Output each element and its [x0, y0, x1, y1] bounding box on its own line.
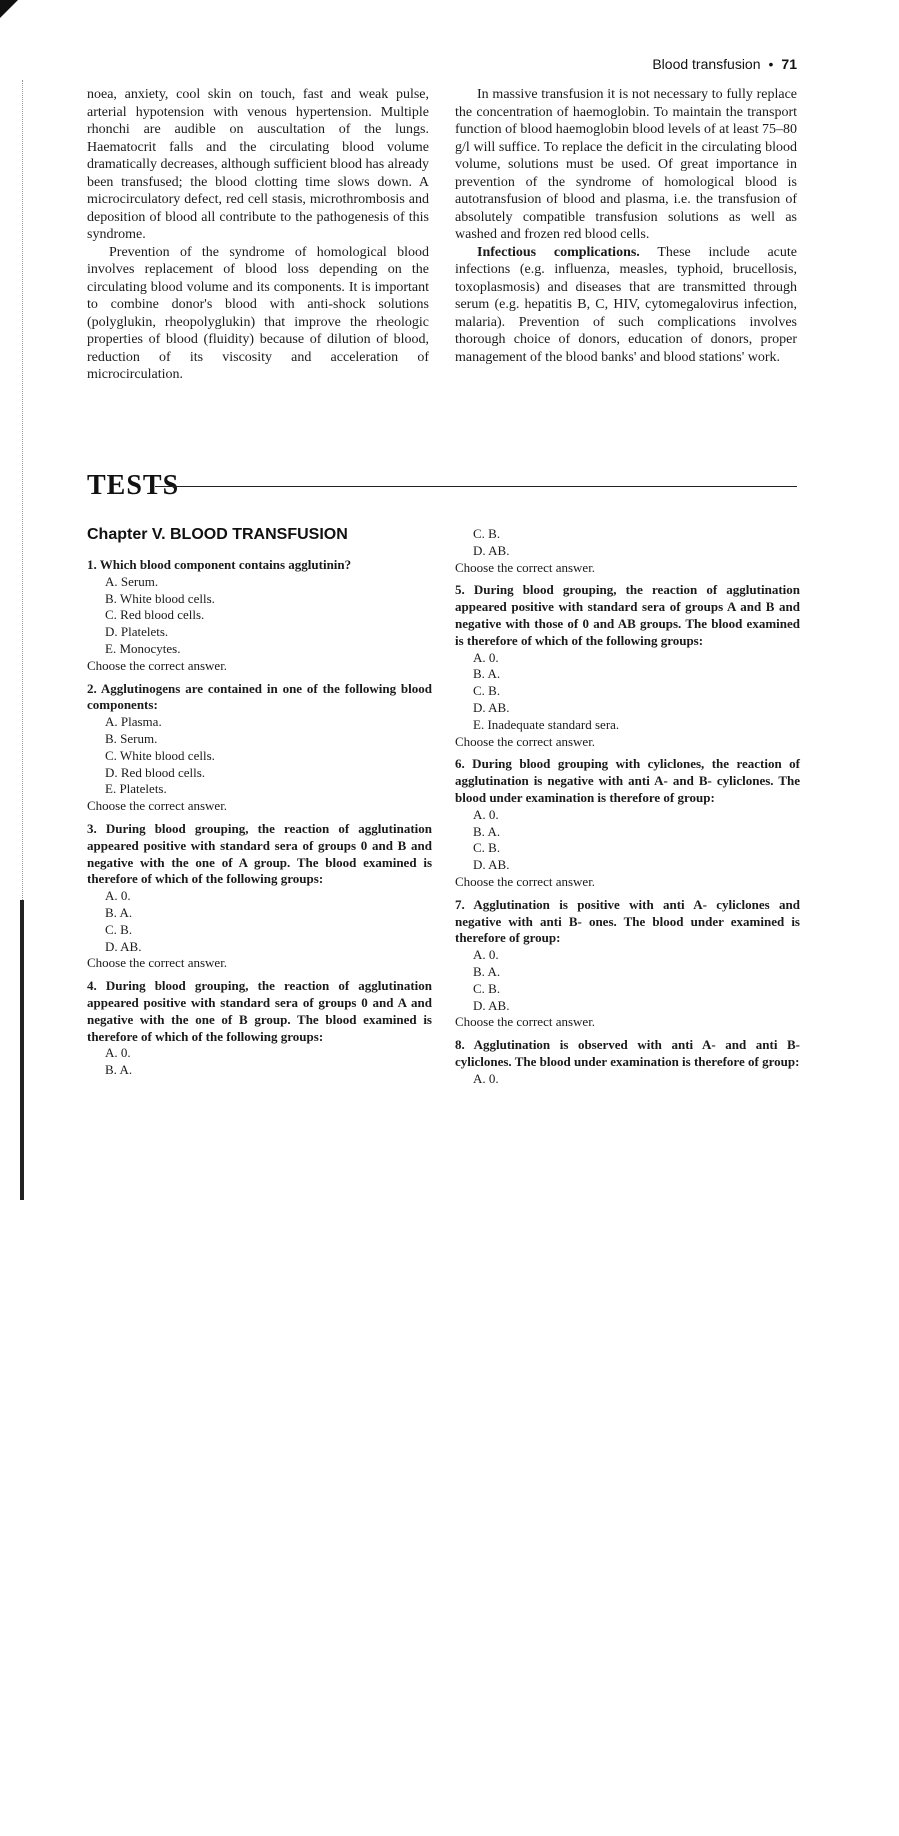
- question-text: 3. During blood grouping, the reaction of agglutination appeared positive with standard sera of groups 0 and B and negative with the one of A group. The blood examined is therefore of which of the following groups:: [87, 820, 432, 887]
- option: E. Monocytes.: [105, 640, 181, 656]
- option: A. Serum.: [105, 573, 159, 589]
- option: B. A.: [473, 963, 501, 979]
- options-list: [87, 888, 432, 955]
- instruction: Choose the correct answer.: [455, 873, 596, 889]
- options-list: [455, 526, 800, 560]
- option: A. 0.: [473, 649, 499, 665]
- question-8: [455, 1037, 800, 1087]
- question-3: [87, 821, 432, 972]
- instruction: Choose the correct answer.: [455, 559, 596, 575]
- option: B. Serum.: [105, 730, 158, 746]
- page-number: 71: [781, 56, 797, 72]
- option: A. 0.: [105, 888, 131, 904]
- tests-section-header: [87, 470, 797, 500]
- option: A. 0.: [473, 1070, 499, 1086]
- options-list: [455, 1071, 800, 1088]
- options-list: [455, 807, 800, 874]
- option: C. White blood cells.: [105, 747, 215, 763]
- option: C. B.: [473, 526, 501, 541]
- corner-crop-mark: [0, 0, 18, 18]
- instruction: Choose the correct answer.: [87, 657, 228, 673]
- paragraph: In massive transfusion it is not necessary to fully replace the concentration of haemoglobin. To maintain the transport function of blood haemoglobin blood levels of at least 75–80 g/l will suffice. To replace the deficit in the circulating blood volume, solutions must be used. Of great importance in prevention of the syndrome of homological blood is autotransfusion of blood and plasma, i.e. the transfusion of absolutely compatible transfusion solutions as well as washed and frozen red blood cells.: [455, 87, 797, 242]
- paragraph-body: These include acute infections (e.g. influenza, measles, typhoid, brucellosis, toxoplasmosis) and diseases that are transmitted through serum (e.g. hepatitis B, C, HIV, cytomegalovirus infection, malaria). Prevention of such complications involves thorough choice of donors, education of donors, proper management of the blood banks' and blood stations' work.: [455, 244, 797, 365]
- question-text: 6. During blood grouping with cyliclones, the reaction of agglutination is negative with anti A- and B- cyliclones. The blood under examination is therefore of group:: [455, 756, 800, 805]
- option: B. A.: [105, 1062, 133, 1078]
- option: C. B.: [473, 840, 501, 856]
- running-head-title: Blood transfusion: [652, 56, 761, 72]
- tests-title: TESTS: [87, 470, 180, 501]
- question-text: 5. During blood grouping, the reaction of agglutination appeared positive with standard sera of groups A and B and negative with those of 0 and AB groups. The blood examined is therefore of which of the following groups:: [455, 582, 800, 648]
- running-head: [652, 56, 797, 72]
- question-text: 8. Agglutination is observed with anti A- and anti B- cyliclones. The blood under examination is therefore of group:: [455, 1037, 800, 1069]
- option: D. Red blood cells.: [105, 764, 206, 780]
- left-column-text: [87, 86, 429, 384]
- instruction: Choose the correct answer.: [455, 1014, 596, 1030]
- option: D. AB.: [473, 997, 510, 1013]
- chapter-title: Chapter V. BLOOD TRANSFUSION: [87, 526, 348, 543]
- question-4-continued: [455, 526, 800, 576]
- option: D. AB.: [473, 542, 510, 558]
- option: A. Plasma.: [105, 714, 162, 730]
- options-list: [87, 574, 432, 658]
- question-1: [87, 557, 432, 675]
- option: D. AB.: [105, 938, 142, 954]
- paragraph: noea, anxiety, cool skin on touch, fast and weak pulse, arterial hypotension with venous hypertension. Multiple rhonchi are audible on auscultation of the lungs. Haematocrit falls and the circulating blood volume dramatically decreases, although sufficient blood has already been transfused; the blood clotting time slows down. A microcirculatory defect, red cell stasis, microthrombosis and deposition of blood all contribute to the pathogenesis of this syndrome.: [87, 87, 429, 242]
- question-4: [87, 978, 432, 1079]
- option: A. 0.: [473, 947, 499, 963]
- options-list: [455, 650, 800, 734]
- tests-rule: [155, 486, 797, 487]
- question-5: [455, 582, 800, 750]
- option: E. Platelets.: [105, 781, 167, 797]
- right-column-text: [455, 86, 797, 366]
- option: C. Red blood cells.: [105, 607, 205, 623]
- option: E. Inadequate standard sera.: [473, 716, 620, 732]
- option: C. B.: [473, 683, 501, 699]
- options-list: [87, 714, 432, 798]
- option: B. A.: [105, 904, 133, 920]
- option: A. 0.: [473, 806, 499, 822]
- binding-edge-shadow: [20, 900, 24, 1200]
- options-list: [87, 1045, 432, 1079]
- paragraph: [455, 244, 797, 367]
- question-text: 1. Which blood component contains agglutinin?: [87, 557, 352, 572]
- running-head-separator: •: [768, 56, 774, 72]
- instruction: Choose the correct answer.: [87, 798, 228, 814]
- paragraph: Prevention of the syndrome of homological blood involves replacement of blood loss depending on the circulating blood volume and its components. It is important to combine donor's blood with anti-shock solutions (polyglukin, rheopolyglukin) that improve the rheologic properties of blood (fluidity) because of dilution of blood, reduction of its viscosity and acceleration of microcirculation.: [87, 244, 429, 382]
- question-2: [87, 681, 432, 815]
- question-6: [455, 756, 800, 890]
- instruction: Choose the correct answer.: [87, 955, 228, 971]
- option: C. B.: [473, 980, 501, 996]
- option: A. 0.: [105, 1045, 131, 1061]
- question-text: 4. During blood grouping, the reaction of agglutination appeared positive with standard sera of groups 0 and A and negative with the one of B group. The blood examined is therefore of which of the following groups:: [87, 978, 432, 1044]
- question-text: 2. Agglutinogens are contained in one of the following blood components:: [87, 680, 432, 713]
- option: D. Platelets.: [105, 624, 169, 640]
- option: B. A.: [473, 823, 501, 839]
- option: B. A.: [473, 666, 501, 682]
- options-list: [455, 947, 800, 1014]
- questions-left-column: [87, 557, 432, 1085]
- question-text: 7. Agglutination is positive with anti A- cyliclones and negative with anti B- ones. The blood under examined is therefore of group:: [455, 896, 800, 946]
- option: D. AB.: [473, 699, 510, 715]
- option: D. AB.: [473, 857, 510, 873]
- question-7: [455, 897, 800, 1031]
- instruction: Choose the correct answer.: [455, 733, 596, 749]
- paragraph-lead: Infectious complications.: [477, 244, 640, 260]
- option: C. B.: [105, 921, 133, 937]
- questions-right-column: [455, 526, 800, 1094]
- option: B. White blood cells.: [105, 590, 215, 606]
